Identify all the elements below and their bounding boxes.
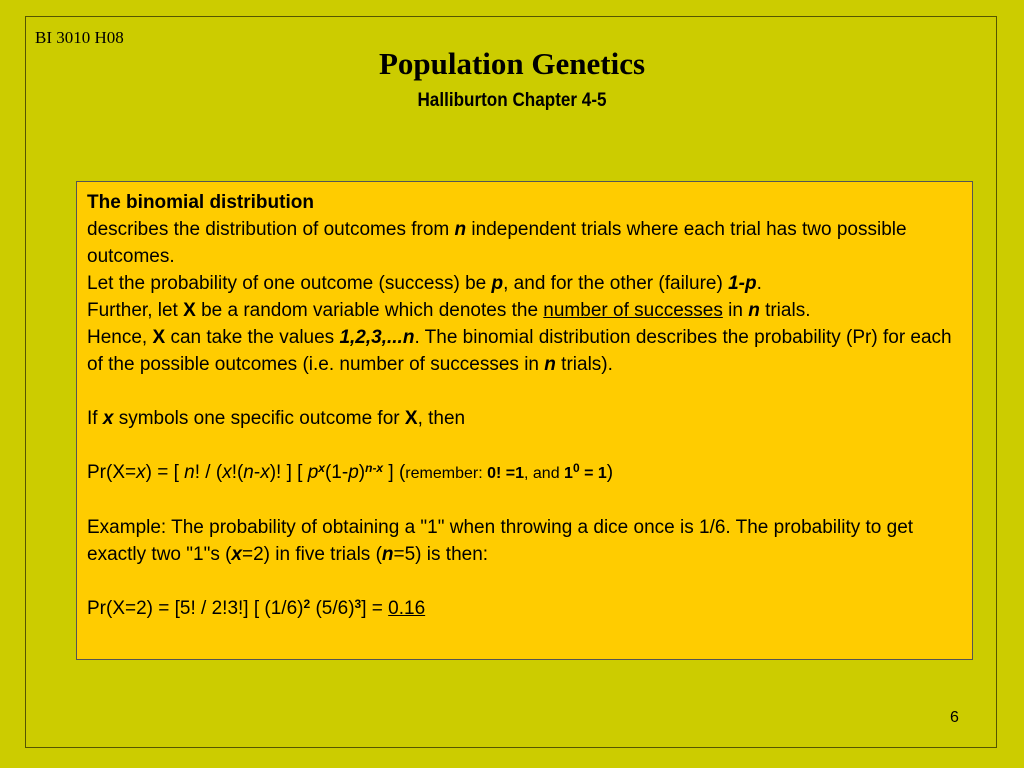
text: )! ] [ — [269, 462, 308, 483]
text: ) = [ — [145, 462, 185, 483]
underlined-term: number of successes — [543, 300, 723, 321]
variable-x: x — [260, 462, 270, 483]
text: Pr(X= — [87, 462, 137, 483]
text: in — [722, 300, 749, 321]
example-result — [87, 595, 962, 622]
text: Pr(X=2) = [5! / 2!3!] [ (1/6) — [87, 598, 304, 619]
course-code: BI 3010 H08 — [35, 28, 124, 47]
text: (5/6) — [310, 598, 355, 619]
text: , then — [417, 408, 466, 429]
text: Example: The probability of obtaining a "1" when throwing a dice once is 1/6. The probability to get exactly two "1"s ( — [87, 517, 914, 565]
text: trials. — [759, 300, 811, 321]
definition-paragraph — [87, 216, 962, 270]
slide-title: Population Genetics — [378, 46, 646, 81]
text: - — [253, 462, 261, 483]
variable-n: n — [544, 354, 556, 375]
variable-x: x — [231, 544, 242, 565]
text: . — [756, 273, 762, 294]
variable-n: n — [243, 462, 254, 483]
text: describes the distribution of outcomes from — [87, 219, 455, 240]
example-paragraph — [87, 514, 962, 568]
text: Hence, — [87, 327, 153, 348]
variable-x: x — [136, 462, 146, 483]
section-heading: The binomial distribution — [87, 192, 314, 213]
text: can take the values — [165, 327, 340, 348]
remember-power-exponent: 0 — [572, 461, 580, 475]
page-number: 6 — [950, 709, 959, 726]
text: ! / ( — [194, 462, 223, 483]
variable-n: n — [381, 544, 394, 565]
outcome-paragraph — [87, 405, 962, 432]
variable-X: X — [404, 408, 418, 429]
variable-p: p — [491, 273, 504, 294]
probability-paragraph — [87, 270, 962, 297]
variable-one-minus-p: 1-p — [728, 273, 757, 294]
text: Let the probability of one outcome (success) be — [87, 273, 492, 294]
text: =2) in five trials ( — [242, 544, 382, 565]
text: (1- — [324, 462, 349, 483]
variable-x: x — [222, 462, 232, 483]
variable-n: n — [454, 219, 467, 240]
exponent-2: 2 — [303, 597, 311, 611]
random-variable-paragraph — [87, 297, 962, 324]
text: symbols one specific outcome for — [113, 408, 405, 429]
text: . The binomial distribution describes the probability (Pr) for each of the possible outcomes (i.e. number of successes in — [87, 327, 952, 375]
variable-p: p — [348, 462, 359, 483]
remember-factorial: 0! =1 — [487, 465, 524, 482]
text: trials). — [555, 354, 613, 375]
text: !( — [231, 462, 244, 483]
exponent-3: 3 — [354, 597, 362, 611]
variable-x: x — [102, 408, 114, 429]
text: ) — [358, 462, 366, 483]
exponent-x: x — [318, 461, 325, 475]
variable-n: n — [748, 300, 760, 321]
text: , and — [524, 465, 565, 482]
text: ] ( — [383, 462, 406, 483]
text: ] = — [361, 598, 389, 619]
remember-power-result: = 1 — [579, 465, 607, 482]
text: independent trials where each trial has two possible outcomes. — [87, 219, 907, 267]
remember-label: remember: — [405, 465, 488, 482]
text: =5) is then: — [393, 544, 489, 565]
text: Further, let — [87, 300, 184, 321]
text: ) — [606, 462, 614, 483]
remember-power-base: 1 — [564, 465, 573, 482]
content-box — [76, 181, 973, 660]
value-range: 1,2,3,...n — [339, 327, 415, 348]
variable-p: p — [307, 462, 319, 483]
values-paragraph — [87, 324, 962, 378]
text: , and for the other (failure) — [503, 273, 729, 294]
result-answer: 0.16 — [388, 598, 426, 619]
text: be a random variable which denotes the — [195, 300, 544, 321]
variable-n: n — [184, 462, 195, 483]
binomial-formula — [87, 459, 962, 487]
exponent-n-minus-x: n-x — [365, 461, 384, 475]
slide-subtitle: Halliburton Chapter 4-5 — [417, 90, 607, 111]
text: If — [87, 408, 103, 429]
variable-X: X — [183, 300, 196, 321]
variable-X: X — [152, 327, 166, 348]
